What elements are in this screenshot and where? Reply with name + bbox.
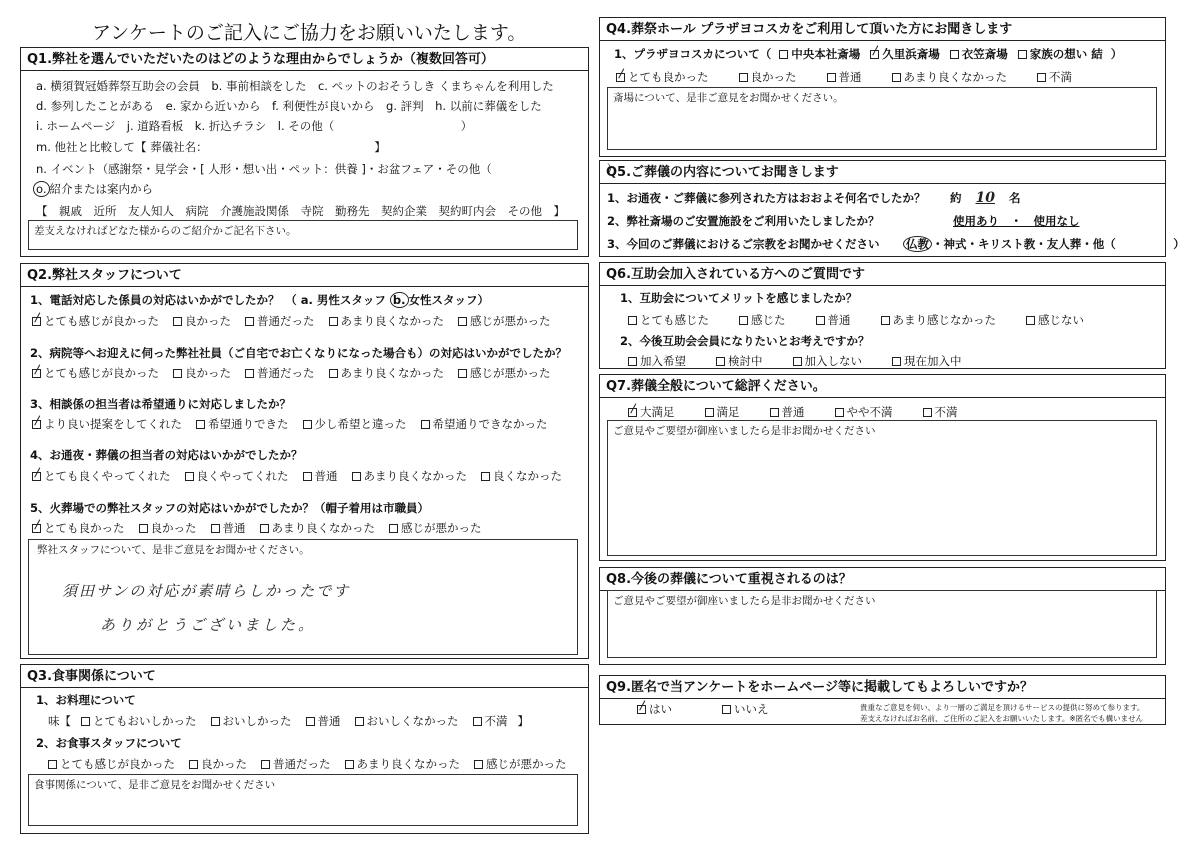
checkbox[interactable] <box>139 524 148 533</box>
option-label: 大満足 <box>640 405 675 419</box>
option-label: 中央本社斎場 <box>791 47 861 61</box>
option-label: いいえ <box>734 702 769 716</box>
option-item[interactable] <box>245 365 315 381</box>
q3-heading: Q3.食事関係について <box>21 665 588 688</box>
q5-s3-answer[interactable] <box>903 236 1185 252</box>
option-item[interactable] <box>474 756 567 772</box>
option-label: 久里浜斎場 <box>882 47 940 61</box>
q4-comment-placeholder: 斎場について、是非ご意見をお聞かせください。 <box>613 92 844 104</box>
option-label: とても良くやってくれた <box>44 469 171 483</box>
option-item[interactable] <box>139 520 197 536</box>
checkbox[interactable] <box>245 369 254 378</box>
q4-options <box>616 69 1072 85</box>
checkbox[interactable] <box>303 420 312 429</box>
option-item[interactable] <box>211 520 246 536</box>
q2-s4-options <box>32 468 562 484</box>
option-label: あまり良くなかった <box>340 314 444 328</box>
option-item[interactable] <box>32 520 125 536</box>
q1-line-3: i. ホームページ j. 道路看板 k. 折込チラシ l. その他（ ） <box>36 119 473 133</box>
option-label: 家族の想い 結 <box>1029 47 1103 61</box>
q8-heading: Q8.今後の葬儀について重視されるのは？ <box>600 568 1165 591</box>
option-item[interactable] <box>303 468 338 484</box>
q5-s1-value: 10 <box>975 190 995 206</box>
checkbox[interactable] <box>827 73 836 82</box>
checkbox[interactable] <box>352 472 361 481</box>
option-label: 感じた <box>751 313 786 327</box>
q5-s2-question: 2、弊社斎場のご安置施設をご利用いたしましたか？ <box>607 214 880 228</box>
q6-s1-options <box>628 312 1084 328</box>
checkbox[interactable] <box>474 760 483 769</box>
checkbox[interactable] <box>245 317 254 326</box>
q2-s2-question: 2、病院等へお迎えに伺った弊社社員（ご自宅でお亡くなりになった場合も）の対応はいかがでしたか？ <box>30 346 567 360</box>
option-label: 感じが悪かった <box>401 521 482 535</box>
option-item[interactable] <box>481 468 562 484</box>
option-item[interactable] <box>173 313 231 329</box>
q4-heading: Q4.葬祭ホール プラザヨコスカをご利用して頂いた方にお聞きします <box>600 18 1165 41</box>
option-item[interactable] <box>1026 312 1084 328</box>
checkbox-checked[interactable] <box>32 472 41 481</box>
option-item[interactable] <box>345 756 461 772</box>
q2-s1-opt-a: a. 男性スタッフ <box>300 293 386 307</box>
q5-s3-rest: ・神式・キリスト教・友人葬・他（ ） <box>932 237 1185 251</box>
checkbox[interactable] <box>48 760 57 769</box>
option-label: あまり良くなかった <box>363 469 467 483</box>
checkbox[interactable] <box>892 357 901 366</box>
q1-line-1: a. 横須賀冠婚葬祭互助会の会員 b. 事前相談をした c. ペットのおそうしき くまちゃんを利用した <box>36 79 554 93</box>
checkbox[interactable] <box>196 420 205 429</box>
q1-heading: Q1.弊社を選んでいただいたのはどのような理由からでしょうか（複数回答可） <box>21 48 588 71</box>
option-label: あまり良くなかった <box>271 521 375 535</box>
option-item[interactable] <box>458 313 551 329</box>
q9-note-2: 差支えなければお名前、ご住所のご記入をお願いいたします。※匿名でも構いません <box>860 714 1144 723</box>
option-label: 普通だった <box>273 757 331 771</box>
checkbox[interactable] <box>211 717 220 726</box>
option-label: 良かった <box>201 757 247 771</box>
option-item[interactable] <box>892 353 962 369</box>
q3-taste-options <box>81 713 508 729</box>
option-label: 普通 <box>838 70 862 84</box>
q1-option-o-label: 紹介または案内から <box>49 182 153 196</box>
checkbox-checked[interactable] <box>637 705 646 714</box>
q7-options <box>628 404 958 420</box>
checkbox[interactable] <box>739 73 748 82</box>
option-item[interactable] <box>329 313 445 329</box>
q9-options <box>637 701 769 717</box>
option-label: とてもおいしかった <box>93 714 197 728</box>
checkbox[interactable] <box>770 408 779 417</box>
option-label: 満足 <box>716 405 740 419</box>
option-label: あまり良くなかった <box>356 757 460 771</box>
option-item[interactable] <box>739 69 797 85</box>
q5-s1-question: 1、お通夜・ご葬儀に参列された方はおおよそ何名でしたか？ <box>607 191 926 205</box>
q2-s5-question: 5、火葬場での弊社スタッフの対応はいかがでしたか？（帽子着用は市職員） <box>30 501 429 515</box>
q3-taste-row <box>48 713 529 729</box>
q2-s1-options <box>32 313 551 329</box>
q7-comment-placeholder: ご意見やご要望が御座いましたら是非お聞かせください <box>613 425 876 437</box>
checkbox[interactable] <box>628 316 637 325</box>
checkbox[interactable] <box>1018 50 1027 59</box>
q1-referral-placeholder: 差支えなければどなた様からのご紹介かご記名下さい。 <box>34 225 297 237</box>
option-item[interactable] <box>616 69 709 85</box>
option-label: 普通だった <box>257 366 315 380</box>
option-label: 良くやってくれた <box>196 469 289 483</box>
q8-comment-placeholder: ご意見やご要望が御座いましたら是非お聞かせください <box>613 595 876 607</box>
option-label: はい <box>649 702 672 716</box>
option-label: 衣笠斎場 <box>961 47 1008 61</box>
option-item[interactable] <box>260 520 376 536</box>
q4-comment-box[interactable] <box>607 87 1157 150</box>
option-item[interactable] <box>950 46 1008 62</box>
q2-s1-opt-b: 女性スタッフ） <box>408 293 490 307</box>
option-item[interactable] <box>881 312 997 328</box>
option-item[interactable] <box>722 701 769 717</box>
option-item[interactable] <box>173 365 231 381</box>
option-label: 感じが悪かった <box>486 757 567 771</box>
option-item[interactable] <box>329 365 445 381</box>
checkbox-checked[interactable] <box>628 408 637 417</box>
q3-comment-box[interactable] <box>28 774 578 826</box>
checkbox[interactable] <box>211 524 220 533</box>
option-item[interactable] <box>473 713 508 729</box>
checkbox[interactable] <box>329 369 338 378</box>
option-item[interactable] <box>816 312 851 328</box>
q6-s2-options <box>628 353 962 369</box>
q4-s1-row <box>614 46 1122 62</box>
option-label: とても良かった <box>628 70 709 84</box>
q5-s1-suffix: 名 <box>1009 191 1021 205</box>
option-label: 普通 <box>781 405 805 419</box>
option-label: 普通 <box>314 469 338 483</box>
option-item[interactable] <box>835 404 893 420</box>
option-item[interactable] <box>303 416 407 432</box>
checkbox[interactable] <box>303 472 312 481</box>
q3-staff-options <box>48 756 567 772</box>
option-item[interactable] <box>716 353 763 369</box>
option-item[interactable] <box>779 46 860 62</box>
option-item[interactable] <box>870 46 940 62</box>
option-label: とても感じが良かった <box>44 314 159 328</box>
option-label: 良かった <box>185 314 231 328</box>
option-item[interactable] <box>421 416 548 432</box>
option-label: おいしくなかった <box>366 714 459 728</box>
option-label: 現在加入中 <box>904 354 962 368</box>
checkbox[interactable] <box>389 524 398 533</box>
q2-s4-question: 4、お通夜・葬儀の担当者の対応はいかがでしたか？ <box>30 448 303 462</box>
checkbox[interactable] <box>189 760 198 769</box>
option-label: 普通だった <box>257 314 315 328</box>
option-label: あまり感じなかった <box>892 313 996 327</box>
option-item[interactable] <box>245 313 315 329</box>
checkbox[interactable] <box>816 316 825 325</box>
q1-line-5: n. イベント（感謝祭・見学会・[ 人形・想い出・ペット：供養 ]・お盆フェア・その他（ ） <box>36 162 619 176</box>
option-item[interactable] <box>793 353 863 369</box>
checkbox[interactable] <box>716 357 725 366</box>
option-label: とても感じが良かった <box>44 366 159 380</box>
q2-comment-placeholder: 弊社スタッフについて、是非ご意見をお聞かせください。 <box>37 544 310 556</box>
q5-s3-question: 3、今回のご葬儀におけるご宗教をお聞かせください <box>607 237 880 251</box>
option-label: とても感じた <box>640 313 709 327</box>
checkbox[interactable] <box>793 357 802 366</box>
q5-s3-selected: 仏教 <box>903 236 932 252</box>
option-label: 加入希望 <box>640 354 686 368</box>
q7-heading: Q7.葬儀全般について総評ください。 <box>600 375 1165 398</box>
option-label: あまり良くなかった <box>340 366 444 380</box>
option-item[interactable] <box>32 365 159 381</box>
option-item[interactable] <box>628 353 686 369</box>
q1-line-2: d. 参列したことがある e. 家から近いから f. 利便性が良いから g. 評判 h. 以前に葬儀をした <box>36 99 542 113</box>
q5-s1-answer[interactable] <box>950 190 1021 206</box>
option-item[interactable] <box>637 701 672 717</box>
checkbox[interactable] <box>81 717 90 726</box>
checkbox[interactable] <box>173 369 182 378</box>
checkbox[interactable] <box>260 524 269 533</box>
option-label: 良くなかった <box>493 469 562 483</box>
q2-handwritten-line-1: 須田サンの対応が素晴らしかったです <box>62 582 351 600</box>
option-label: 希望通りできた <box>208 417 289 431</box>
q9-heading: Q9.匿名で当アンケートをホームページ等に掲載してもよろしいですか？ <box>600 676 1165 699</box>
option-label: とても感じが良かった <box>60 757 175 771</box>
q1-option-o-circle: o. <box>33 181 50 197</box>
q4-s1-label: 1、プラザヨコスカについて（ <box>614 47 772 61</box>
q2-s1-opt-b-circle: b. <box>390 292 409 308</box>
option-label: おいしかった <box>222 714 292 728</box>
checkbox[interactable] <box>739 316 748 325</box>
option-label: 普通 <box>317 714 341 728</box>
q7-comment-box[interactable] <box>607 420 1157 556</box>
option-item[interactable] <box>48 756 175 772</box>
option-item[interactable] <box>196 416 289 432</box>
option-item[interactable] <box>827 69 862 85</box>
q1-option-o[interactable] <box>33 181 153 197</box>
option-label: 検討中 <box>728 354 763 368</box>
q1-referral-box[interactable] <box>28 220 578 250</box>
checkbox-checked[interactable] <box>616 73 625 82</box>
option-item[interactable] <box>892 69 1008 85</box>
checkbox[interactable] <box>481 472 490 481</box>
checkbox[interactable] <box>705 408 714 417</box>
checkbox[interactable] <box>473 717 482 726</box>
q9-note-1: 貴重なご意見を伺い、より一層のご満足を頂けるサービスの提供に努めて参ります。 <box>860 703 1145 712</box>
checkbox[interactable] <box>1037 73 1046 82</box>
q6-heading: Q6.互助会加入されている方へのご質問です <box>600 263 1165 286</box>
q3-s1-label: 1、お料理について <box>36 693 136 707</box>
checkbox[interactable] <box>881 316 890 325</box>
option-label: 良かった <box>150 521 197 535</box>
option-item[interactable] <box>261 756 331 772</box>
option-label: 不満 <box>484 714 508 728</box>
q2-s3-options <box>32 416 548 432</box>
q6-s1-question: 1、互助会についてメリットを感じましたか？ <box>620 291 858 305</box>
option-label: 少し希望と違った <box>314 417 407 431</box>
option-label: 不満 <box>934 405 958 419</box>
option-item[interactable] <box>628 404 675 420</box>
option-item[interactable] <box>185 468 289 484</box>
option-item[interactable] <box>739 312 786 328</box>
option-item[interactable] <box>458 365 551 381</box>
q5-heading: Q5.ご葬儀の内容についてお聞きします <box>600 161 1165 184</box>
option-label: とても良かった <box>44 521 125 535</box>
q2-handwritten-line-2: ありがとうございました。 <box>100 616 317 634</box>
checkbox[interactable] <box>355 717 364 726</box>
option-label: 希望通りできなかった <box>432 417 548 431</box>
option-label: あまり良くなかった <box>903 70 1007 84</box>
checkbox[interactable] <box>779 50 788 59</box>
option-item[interactable] <box>352 468 468 484</box>
checkbox-checked[interactable] <box>32 524 41 533</box>
checkbox-checked[interactable] <box>32 317 41 326</box>
option-label: 不満 <box>1049 70 1072 84</box>
checkbox[interactable] <box>458 369 467 378</box>
option-item[interactable] <box>1018 46 1103 62</box>
checkbox[interactable] <box>421 420 430 429</box>
q5-s2-answer[interactable]: 使用あり ・ 使用なし <box>953 214 1080 228</box>
option-label: 普通 <box>222 521 246 535</box>
option-item[interactable] <box>705 404 740 420</box>
checkbox[interactable] <box>950 50 959 59</box>
option-item[interactable] <box>32 468 171 484</box>
option-item[interactable] <box>211 713 292 729</box>
q3-comment-placeholder: 食事関係について、是非ご意見をお聞かせください <box>34 779 276 791</box>
checkbox[interactable] <box>261 760 270 769</box>
option-label: やや不満 <box>846 405 893 419</box>
q2-s3-question: 3、相談係の担当者は希望通りに対応しましたか？ <box>30 397 291 411</box>
option-item[interactable] <box>355 713 459 729</box>
q3-s2-label: 2、お食事スタッフについて <box>36 736 182 750</box>
option-label: 良かった <box>750 70 797 84</box>
option-item[interactable] <box>189 756 247 772</box>
option-item[interactable] <box>923 404 958 420</box>
checkbox[interactable] <box>923 408 932 417</box>
q2-s5-options <box>32 520 482 536</box>
option-label: 加入しない <box>804 354 862 368</box>
q8-comment-box[interactable] <box>607 590 1157 658</box>
checkbox[interactable] <box>458 317 467 326</box>
checkbox[interactable] <box>173 317 182 326</box>
option-label: 良かった <box>185 366 231 380</box>
q2-heading: Q2.弊社スタッフについて <box>21 264 588 287</box>
option-item[interactable] <box>306 713 341 729</box>
q6-s2-question: 2、今後互助会会員になりたいとお考えですか？ <box>620 334 870 348</box>
q2-s1-question <box>30 292 489 308</box>
checkbox-checked[interactable] <box>870 50 879 59</box>
option-label: 普通 <box>827 313 851 327</box>
option-item[interactable] <box>389 520 482 536</box>
checkbox[interactable] <box>628 357 637 366</box>
option-item[interactable] <box>770 404 805 420</box>
checkbox[interactable] <box>185 472 194 481</box>
q2-s1-question-text: 1、電話対応した係員の対応はいかがでしたか？ （ <box>30 293 297 307</box>
q4-venues-close: ） <box>1110 47 1123 61</box>
q2-s2-options <box>32 365 551 381</box>
checkbox-checked[interactable] <box>32 369 41 378</box>
checkbox[interactable] <box>892 73 901 82</box>
option-label: より良い提案をしてくれた <box>44 417 182 431</box>
option-item[interactable] <box>32 313 159 329</box>
checkbox[interactable] <box>1026 316 1035 325</box>
q1-referral-line: 【 親戚 近所 友人知人 病院 介護施設関係 寺院 勤務先 契約企業 契約町内会 その他 】 <box>36 204 565 218</box>
q3-taste-label: 味【 <box>48 714 71 728</box>
option-label: 感じない <box>1038 313 1084 327</box>
option-item[interactable] <box>32 416 182 432</box>
checkbox[interactable] <box>306 717 315 726</box>
q1-line-4: m. 他社と比較して【 葬儀社名： 】 <box>36 140 386 154</box>
page-title: アンケートのご記入にご協力をお願いいたします。 <box>92 22 527 44</box>
option-item[interactable] <box>81 713 197 729</box>
q3-taste-close: 】 <box>517 714 529 728</box>
option-item[interactable] <box>1037 69 1072 85</box>
q4-venue-options <box>779 46 1103 62</box>
checkbox[interactable] <box>835 408 844 417</box>
q5-s1-prefix: 約 <box>950 191 962 205</box>
checkbox-checked[interactable] <box>32 420 41 429</box>
option-label: 感じが悪かった <box>470 366 551 380</box>
option-item[interactable] <box>628 312 709 328</box>
checkbox[interactable] <box>722 705 731 714</box>
option-label: 感じが悪かった <box>470 314 551 328</box>
checkbox[interactable] <box>329 317 338 326</box>
checkbox[interactable] <box>345 760 354 769</box>
